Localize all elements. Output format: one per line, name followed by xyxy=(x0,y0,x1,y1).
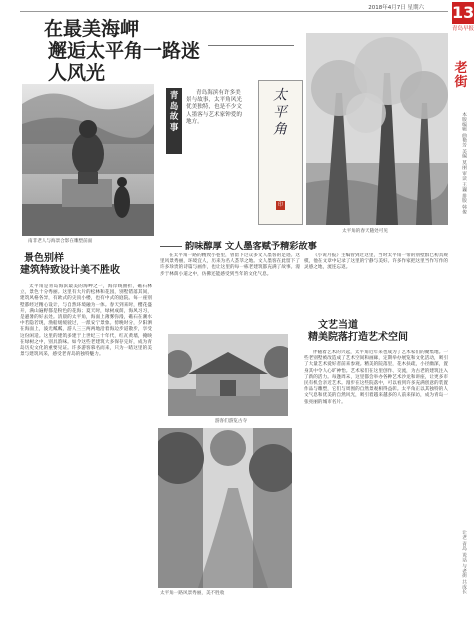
right-heading-line-2: 精美院落打造艺术空间 xyxy=(308,332,408,343)
issue-date: 2018年4月7日 星期六 xyxy=(368,5,424,11)
series-label: 青岛故事 xyxy=(166,88,182,154)
left-column xyxy=(20,284,152,582)
calligraphy-panel xyxy=(258,80,303,225)
editor-credits: 本版编辑 曲艳芳 美编 莫丽 审读 王巍 排版 韩俊 xyxy=(461,112,466,214)
trees-photo-image xyxy=(306,33,448,225)
calligraphy-text: 太平角 xyxy=(271,87,287,138)
right-paragraph: 伴随着艺术的兴起，太平角近年来也成为了艺术家们的聚集地。一些老别墅被改造成了艺术空间和画廊，定期举办展览和文化活动，吸引了大量艺术爱好者前来参观。精美的院落里，花木扶疏，小径幽深，置身其中令人心旷神怡。艺术家们在这里创作、交流，为古老的建筑注入了新的活力。每逢周末，这里都会举办各种艺术沙龙和讲座，让更多市民有机会亲近艺术。漫步在这些院落中，可以看到许多充满创意的装置作品与雕塑，它们与周围的自然景观相得益彰。太平角正以其独特的人文气息和优美的自然风光，吸引着越来越多的人前来探访，成为青岛一张亮丽的城市名片。 xyxy=(304,350,448,405)
middle-column-1 xyxy=(160,253,300,341)
middle-subheading-text: 韵味醇厚 文人墨客赋予精彩故事 xyxy=(185,241,317,252)
intro-paragraph: 青岛海滨有许多美景与故事，太平角风光优美独特，也是不少文人墨客与艺术家钟爱的地方。 xyxy=(186,90,242,125)
middle-paragraph-2: 《小说月报》主编曾到过这里，当时太平角一带的别墅群已初具规模，他在文章中记录了这里的宁静与美好。许多作家把这里当作写作的灵感之地，流连忘返。 xyxy=(304,253,448,271)
edition-label: 青岛早报 xyxy=(452,26,475,32)
headline-rule xyxy=(208,45,294,46)
editor-credits-bottom: 让老 青岛 说话 与老街 共成长 xyxy=(461,530,466,594)
right-column xyxy=(304,350,448,602)
statue-photo xyxy=(22,84,154,236)
headline-line-2: 邂逅太平角一路迷人风光 xyxy=(48,40,201,84)
right-section-heading xyxy=(308,320,444,344)
trees-caption: 太平角的春天随处可见 xyxy=(342,229,388,234)
middle-subheading xyxy=(160,238,410,252)
left-section-heading xyxy=(20,253,150,277)
temple-caption: 游客们游览古寺 xyxy=(214,419,248,424)
intro-text xyxy=(186,90,242,154)
temple-photo xyxy=(168,334,288,416)
path-caption: 太平角一路风景秀丽，美不胜收 xyxy=(160,591,225,596)
trees-photo xyxy=(306,33,448,225)
right-heading-line-1: 文艺当道 xyxy=(318,320,358,331)
subheading-rule xyxy=(160,246,182,247)
statue-caption: 南非老人与海景合影在雕塑前面 xyxy=(28,239,93,244)
temple-photo-image xyxy=(168,334,288,416)
path-photo-image xyxy=(158,428,292,588)
left-paragraph: 太平角是青岛海滨最美的海岬之一，海岸线曲折，礁石林立，景色十分秀丽。这里有大片的松林和花园，别墅错落其间，建筑风格各异，有欧式的尖顶小楼，也有中式的庭院。每一座别墅都经过精心设计，与自然环境融为一体。春天到来时，樱花盛开，满山遍野都是粉色的花海；夏天时，绿树成荫，海风习习，是避暑的好去处。清晨的太平角，海面上薄雾弥漫，礁石在潮水中若隐若现，渔船缓缓驶过，一派安宁景象。傍晚时分，夕阳洒在海面上，波光粼粼，游人三三两两地沿着海边步道散步，享受这份闲适。这里的建筑多建于上世纪三十年代，红瓦黄墙，掩映在绿树之中，别具韵味。如今这些老建筑大多保存完好，成为青岛历史文化的重要见证。许多游客慕名而来，只为一睹这里的美景与建筑风采，感受老青岛的独特魅力。 xyxy=(20,284,152,358)
calligraphy-seal: 印 xyxy=(277,202,283,208)
middle-column-2 xyxy=(304,253,448,319)
path-photo xyxy=(158,428,292,588)
section-char-2: 街 xyxy=(454,75,468,90)
left-heading-line-2: 建筑特致设计美不胜收 xyxy=(20,265,120,276)
section-label xyxy=(448,62,474,90)
headline xyxy=(44,18,214,82)
statue-photo-image xyxy=(22,84,154,236)
page-number: 13 xyxy=(452,3,475,22)
section-char-1: 老 xyxy=(454,61,468,76)
middle-paragraph-1: 在太平角一路的精致小巷里，曾留下过众多文人墨客的足迹。这里风景秀丽，环境宜人，历来为名人荟萃之地。文人墨客在此留下了许多珍贵的诗篇与画作，也让这里的每一栋老建筑都充满了故事。漫步于林荫小道之中，仿佛还能感受到当年的文化气息。 xyxy=(160,253,300,277)
top-bar xyxy=(20,0,448,12)
left-heading-line-1: 景色别样 xyxy=(24,253,64,264)
headline-line-1: 在最美海岬 xyxy=(44,18,140,40)
